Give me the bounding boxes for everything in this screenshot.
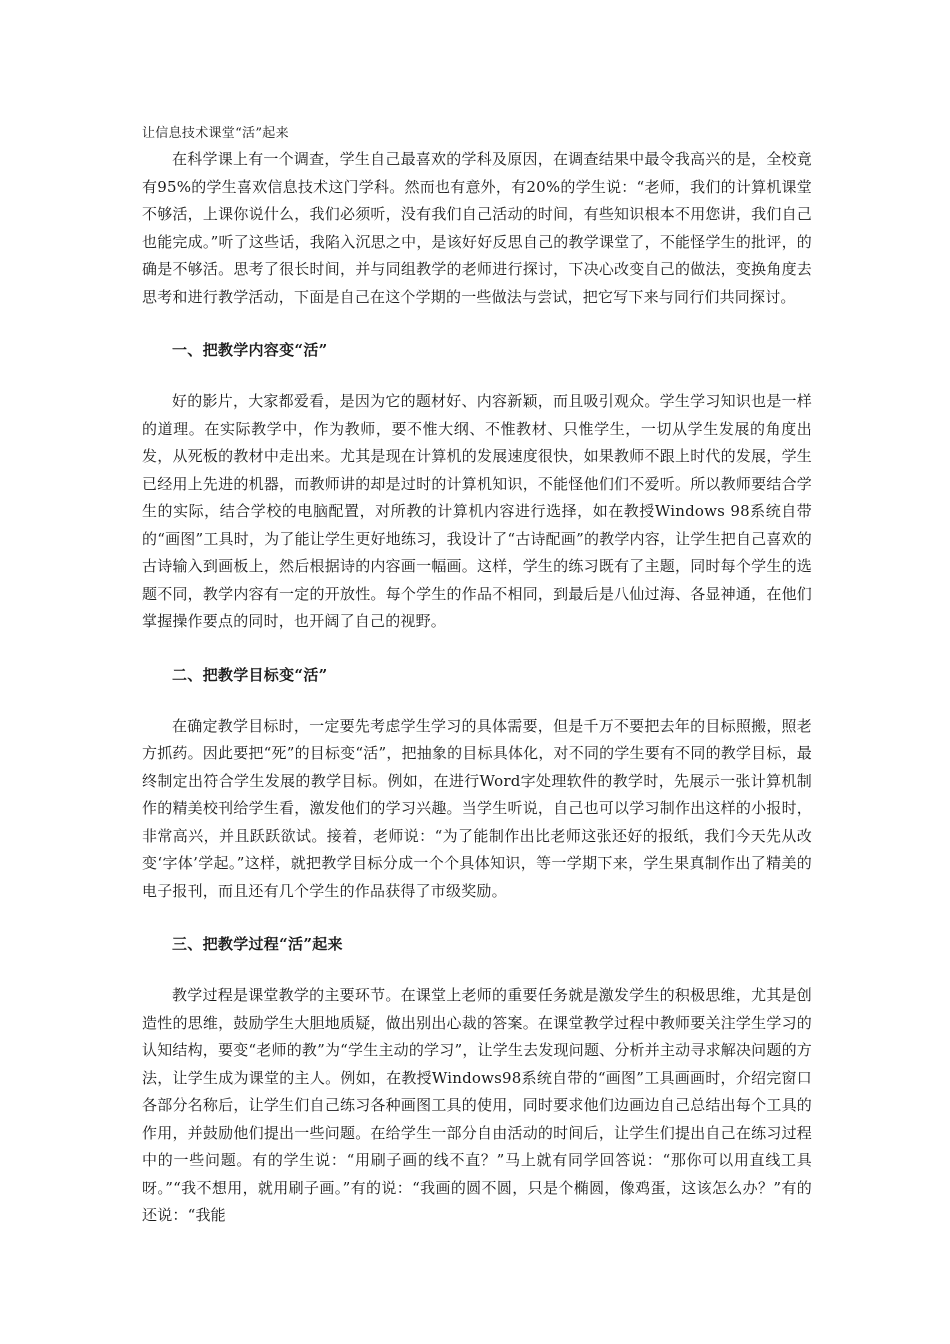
document-title: 让信息技术课堂“活”起来 bbox=[142, 126, 289, 141]
section-heading-3: 三、把教学过程“活”起来 bbox=[172, 935, 343, 953]
section-body-2: 在确定教学目标时，一定要先考虑学生学习的具体需要，但是千万不要把去年的目标照搬，照老方抓药。因此要把“死”的目标变“活”，把抽象的目标具体化，对不同的学生要有不同的教学目标，最终制定出符合学生发展的教学目标。例如，在进行Word字处理软件的教学时，先展示一张计算机制作的精美校刊给学生看，激发他们的学习兴趣。当学生听说，自己也可以学习制作出这样的小报时，非常高兴，并且跃跃欲试。接着，老师说：“为了能制作出比老师这张还好的报纸，我们今天先从改变‘字体’学起。”这样，就把教学目标分成一个个具体知识，等一学期下来，学生果真制作出了精美的电子报刊，而且还有几个学生的作品获得了市级奖励。 bbox=[142, 716, 812, 900]
section-heading-1: 一、把教学内容变“活” bbox=[172, 341, 328, 359]
document-page bbox=[142, 124, 812, 1230]
section-body-3: 教学过程是课堂教学的主要环节。在课堂上老师的重要任务就是激发学生的积极思维，尤其是创造性的思维，鼓励学生大胆地质疑，做出别出心裁的答案。在课堂教学过程中教师要关注学生学习的认知结构，要变“老师的教”为“学生主动的学习”，让学生去发现问题、分析并主动寻求解决问题的方法，让学生成为课堂的主人。例如，在教授Windows98系统自带的“画图”工具画画时，介绍完窗口各部分名称后，让学生们自己练习各种画图工具的使用，同时要求他们边画边自己总结出每个工具的作用，并鼓励他们提出一些问题。在给学生一部分自由活动的时间后，让学生们提出自己在练习过程中的一些问题。有的学生说：“用刷子画的线不直？”马上就有同学回答说：“那你可以用直线工具呀。”“我不想用，就用刷子画。”有的说：“我画的圆不圆，只是个椭圆，像鸡蛋，这该怎么办？”有的还说：“我能 bbox=[142, 986, 812, 1224]
section-body-1: 好的影片，大家都爱看，是因为它的题材好、内容新颖，而且吸引观众。学生学习知识也是一样的道理。在实际教学中，作为教师，要不惟大纲、不惟教材、只惟学生，一切从学生发展的角度出发，从死板的教材中走出来。尤其是现在计算机的发展速度很快，如果教师不跟上时代的发展，学生已经用上先进的机器，而教师讲的却是过时的计算机知识，不能怪他们们不爱听。所以教师要结合学生的实际，结合学校的电脑配置，对所教的计算机内容进行选择，如在教授Windows 98系统自带的“画图”工具时，为了能让学生更好地练习，我设计了“古诗配画”的教学内容，让学生把自己喜欢的古诗输入到画板上，然后根据诗的内容画一幅画。这样，学生的练习既有了主题，同时每个学生的选题不同，教学内容有一定的开放性。每个学生的作品不相同，到最后是八仙过海、各显神通，在他们掌握操作要点的同时，也开阔了自己的视野。 bbox=[142, 392, 812, 630]
intro-paragraph: 在科学课上有一个调查，学生自己最喜欢的学科及原因，在调查结果中最令我高兴的是，全校竟有95%的学生喜欢信息技术这门学科。然而也有意外，有20%的学生说：“老师，我们的计算机课堂不够活，上课你说什么，我们必须听，没有我们自己活动的时间，有些知识根本不用您讲，我们自己也能完成。”听了这些话，我陷入沉思之中，是该好好反思自己的教学课堂了，不能怪学生的批评，的确是不够活。思考了很长时间，并与同组教学的老师进行探讨，下决心改变自己的做法，变换角度去思考和进行教学活动，下面是自己在这个学期的一些做法与尝试，把它写下来与同行们共同探讨。 bbox=[142, 150, 812, 306]
section-heading-2: 二、把教学目标变“活” bbox=[172, 665, 328, 684]
